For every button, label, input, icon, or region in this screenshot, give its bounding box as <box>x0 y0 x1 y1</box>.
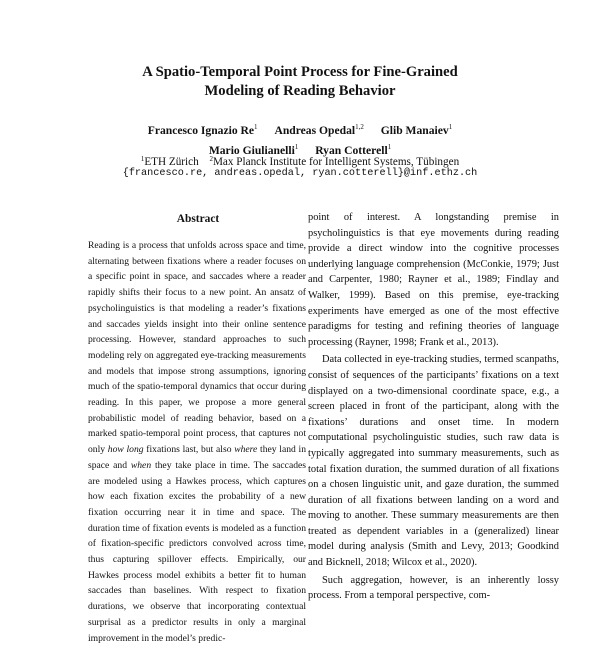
author-affiliation-mark: 1,2 <box>355 123 364 131</box>
author-affiliation-mark: 1 <box>387 143 392 151</box>
abstract-emphasis: where <box>234 444 258 456</box>
author-affiliation-mark: 1 <box>254 123 258 131</box>
title-line-2: Modeling of Reading Behavior <box>204 83 396 99</box>
author-row-1 <box>40 119 560 139</box>
author-name: Francesco Ignazio Re <box>147 124 255 137</box>
abstract-text: they land in space and <box>88 444 306 471</box>
abstract-text: fixations last, but also <box>143 444 235 456</box>
author-name: Ryan Cotterell <box>315 144 388 157</box>
abstract-body <box>88 238 306 646</box>
title-line-1: A Spatio-Temporal Point Process for Fine-Grained <box>142 64 458 80</box>
author-affiliation-mark: 1 <box>294 143 299 151</box>
affiliation-mark: 1 <box>140 155 145 163</box>
body-paragraph: Such aggregation, however, is an inherently lossy process. From a temporal perspective, com- <box>308 574 559 602</box>
author-name: Andreas Opedal <box>274 124 356 137</box>
author <box>274 124 363 137</box>
intro-column <box>308 210 559 604</box>
abstract-text: Reading is a process that unfolds across space and time, alternating between fixations where a reader focuses on a specific point in space, and saccades where a reader rapidly shifts their focus to a new point. An ansatz of psycholinguistics is that modeling a reader’s fixations and saccades yields insight into their online sentence processing. However, standard approaches to such modeling rely on aggregated eye-tracking measurements and models that impose strong assumptions, ignoring much of the spatio-temporal dynamics that occur during reading. In this paper, we propose a more general probabilistic model of reading behavior, based on a marked spatio-temporal point process, that captures not only <box>88 240 306 456</box>
author <box>148 124 258 137</box>
abstract-emphasis: how long <box>107 444 144 456</box>
affiliation-text: Max Planck Institute for Intelligent Systems, Tübingen <box>212 156 460 168</box>
body-paragraph: point of interest. A longstanding premise in psycholinguistics is that eye movements during reading provide a direct window into the cognitive processes underlying language comprehension (McConkie, 1979; Just and Carpenter, 1980; Rayner et al., 1989; Findlay and Walker, 1999). Based on this premise, eye-tracking experiments have emerged as one of the most effective paradigms for testing and refining theories of language processing (Rayner, 1998; Frank et al., 2013). <box>308 212 559 348</box>
author <box>381 124 452 137</box>
affiliation-mark: 2 <box>209 155 213 163</box>
abstract-text: they take place in time. The saccades are modeled using a Hawkes process, which captures how each fixation excites the probability of a new fixation occurring near it in time and space. The duration time of fixation events is modeled as a function of fixation-specific predictors convolved across time, thus capturing spillover effects. Empirically, our Hawkes process model exhibits a better fit to human saccades than baselines. With respect to fixation durations, we observe that incorporating contextual surprisal as a predictor results in only a marginal improvement in the model’s predic- <box>88 459 306 644</box>
paper-title <box>60 63 540 101</box>
author-name: Glib Manaiev <box>380 124 449 137</box>
author-affiliation-mark: 1 <box>448 123 453 131</box>
author-name: Mario Giulianelli <box>208 144 295 157</box>
affiliation-text: ETH Zürich <box>144 156 199 168</box>
abstract-heading: Abstract <box>176 213 220 225</box>
body-paragraph: Data collected in eye-tracking studies, termed scanpaths, consist of sequences of the participants’ fixations on a text displayed on a two-dimensional coordinate space, e.g., a screen placed in front of the participant, along with the fixations’ durations and onset time. In modern computational psycholinguistic studies, such raw data is typically aggregated into summary measurements, such as total fixation duration, the summed duration of all fixations on a chosen linguistic unit, and gaze duration, the summed duration of all fixations between landing on a word and moving to another. These summary measurements are then treated as dependent variables in a (generalized) linear model during analysis (Smith and Levy, 2013; Goodkind and Bicknell, 2018; Wilcox et al., 2020). <box>308 354 559 569</box>
author-emails: {francesco.re, andreas.opedal, ryan.cotterell}@inf.ethz.ch <box>122 168 478 179</box>
abstract-emphasis: when <box>130 459 152 471</box>
